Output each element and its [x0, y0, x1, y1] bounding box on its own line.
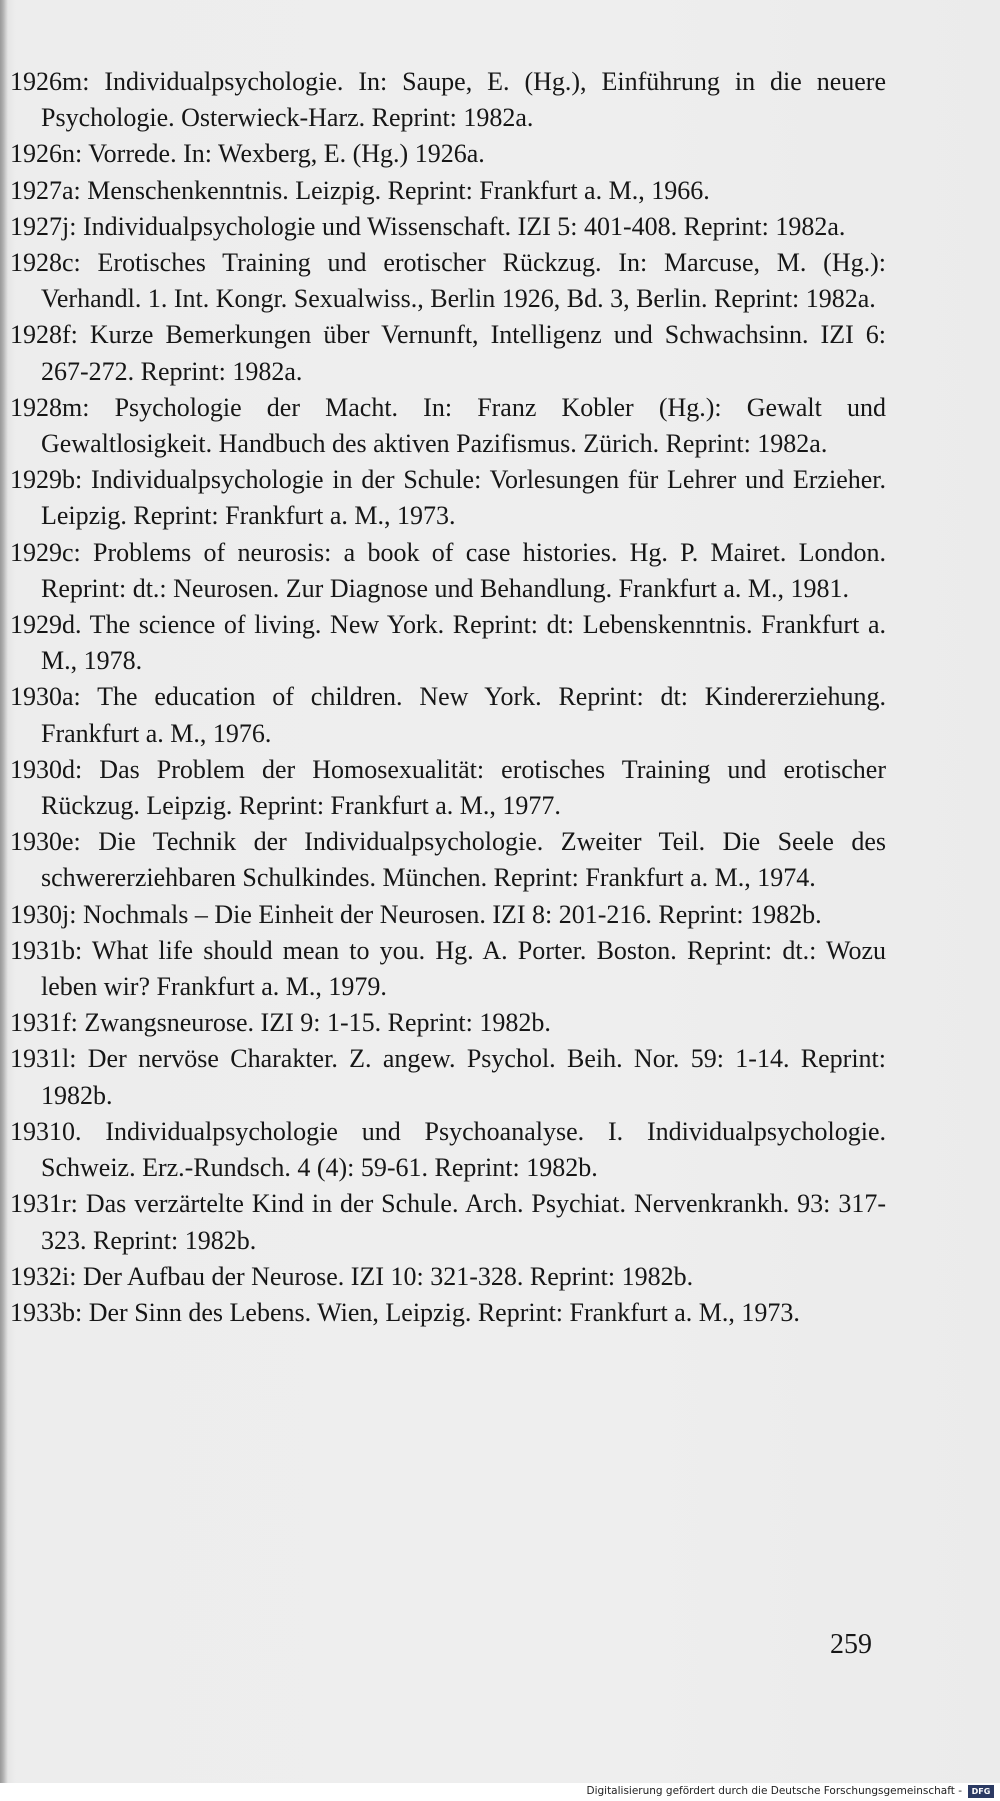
bibliography-entry-1933b: 1933b: Der Sinn des Lebens. Wien, Leipzig. Reprint: Frankfurt a. M., 1973.: [10, 1297, 800, 1327]
bibliography-entry-1931b: 1931b: What life should mean to you. Hg. A. Porter. Boston. Reprint: dt.: Wozu leben wir? Frankfurt a. M., 1979.: [10, 935, 886, 1002]
bibliography-entry-1928c: 1928c: Erotisches Training und erotischer Rückzug. In: Marcuse, M. (Hg.): Verhandl. 1. Int. Kongr. Sexualwiss., Berlin 1926, Bd. 3, Berlin. Reprint: 1982a.: [10, 248, 886, 314]
bibliography-entry-1931o: 19310. Individualpsychologie und Psychoanalyse. I. Individualpsychologie. Schweiz. Erz.-Rundsch. 4 (4): 59-61. Reprint: 1982b.: [10, 1116, 886, 1183]
bibliography-entry-1932i: 1932i: Der Aufbau der Neurose. IZI 10: 321-328. Reprint: 1982b.: [10, 1261, 694, 1291]
bibliography-entry-1927j: 1927j: Individualpsychologie und Wissenschaft. IZI 5: 401-408. Reprint: 1982a.: [10, 211, 846, 241]
funding-credit: Digitalisierung gefördert durch die Deutsche Forschungsgemeinschaft -: [586, 1785, 962, 1797]
spine-shadow: [0, 0, 8, 1801]
bibliography-entry-1931f: 1931f: Zwangsneurose. IZI 9: 1-15. Reprint: 1982b.: [10, 1008, 551, 1038]
bibliography-entry-1930a: 1930a: The education of children. New York. Reprint: dt: Kindererziehung. Frankfurt a. M., 1976.: [10, 682, 886, 748]
dfg-logo: DFG: [968, 1785, 994, 1798]
bibliography-entry-1930d: 1930d: Das Problem der Homosexualität: erotisches Training und erotischer Rückzug. Leipzig. Reprint: Frankfurt a. M., 1977.: [10, 754, 886, 821]
bibliography-entry-1930e: 1930e: Die Technik der Individualpsychologie. Zweiter Teil. Die Seele des schwererziehbaren Schulkindes. München. Reprint: Frankfurt a. M., 1974.: [10, 827, 886, 893]
bibliography-entry-1926n: 1926n: Vorrede. In: Wexberg, E. (Hg.) 1926a.: [10, 139, 485, 169]
bibliography-list: [10, 64, 886, 1331]
page-number: 259: [830, 1629, 872, 1660]
bibliography-entry-1928f: 1928f: Kurze Bemerkungen über Vernunft, Intelligenz und Schwachsinn. IZI 6: 267-272. Reprint: 1982a.: [10, 320, 886, 386]
bibliography-entry-1929c: 1929c: Problems of neurosis: a book of case histories. Hg. P. Mairet. London. Reprint: dt.: Neurosen. Zur Diagnose und Behandlung. Frankfurt a. M., 1981.: [10, 537, 886, 603]
bibliography-entry-1929b: 1929b: Individualpsychologie in der Schule: Vorlesungen für Lehrer und Erzieher. Leipzig. Reprint: Frankfurt a. M., 1973.: [10, 465, 886, 531]
bibliography-entry-1928m: 1928m: Psychologie der Macht. In: Franz Kobler (Hg.): Gewalt und Gewaltlosigkeit. Handbuch des aktiven Pazifismus. Zürich. Reprint: 1982a.: [10, 392, 886, 459]
bibliography-entry-1929d: 1929d. The science of living. New York. Reprint: dt: Lebenskenntnis. Frankfurt a. M., 1978.: [10, 610, 886, 676]
bibliography-entry-1930j: 1930j: Nochmals – Die Einheit der Neurosen. IZI 8: 201-216. Reprint: 1982b.: [10, 899, 822, 929]
bibliography-entry-1931l: 1931l: Der nervöse Charakter. Z. angew. Psychol. Beih. Nor. 59: 1-14. Reprint: 1982b.: [10, 1044, 886, 1110]
bibliography-entry-1931r: 1931r: Das verzärtelte Kind in der Schule. Arch. Psychiat. Nervenkrankh. 93: 317-323. Reprint: 1982b.: [10, 1189, 886, 1255]
bibliography-entry-1926m: 1926m: Individualpsychologie. In: Saupe, E. (Hg.), Einführung in die neuere Psychologie. Osterwieck-Harz. Reprint: 1982a.: [10, 67, 886, 133]
bibliography-entry-1927a: 1927a: Menschenkenntnis. Leizpig. Reprint: Frankfurt a. M., 1966.: [10, 175, 710, 205]
